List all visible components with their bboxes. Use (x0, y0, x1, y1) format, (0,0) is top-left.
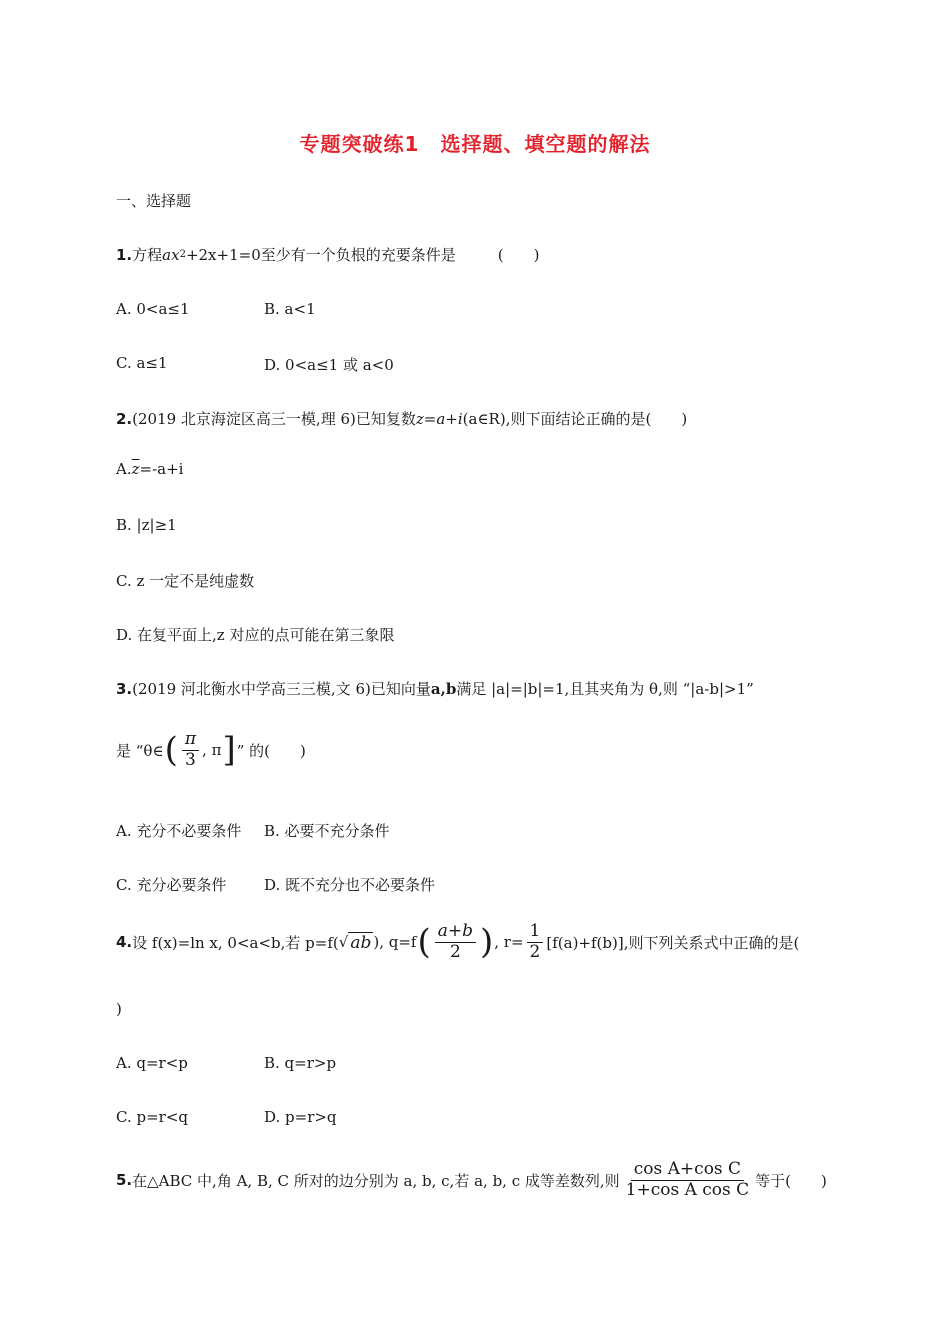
question-4-text-d: [f(a)+f(b)],则下列关系式中正确的是( (546, 933, 800, 952)
question-2-z-expr: z=a+i (415, 409, 463, 428)
question-4-text-b: ), q=f (373, 933, 417, 952)
question-1-option-d: D. 0<a≤1 或 a<0 (264, 356, 394, 374)
question-4-option-b: B. q=r>p (264, 1054, 337, 1072)
question-1-expr-b: +2x+1=0 (185, 245, 261, 264)
question-5-fraction (623, 1160, 753, 1200)
question-2-option-b: B. |z|≥1 (116, 516, 177, 534)
question-4-stem (116, 922, 799, 962)
question-2-option-a (116, 460, 183, 478)
question-4-option-c: C. p=r<q (116, 1108, 188, 1126)
question-4-fraction-2 (527, 922, 544, 962)
question-2-text-a: (2019 北京海淀区高三一模,理 6)已知复数 (132, 410, 416, 428)
question-4-fraction-1-denominator: 2 (449, 941, 461, 962)
question-3-option-c: C. 充分必要条件 (116, 876, 227, 894)
question-4-text-a: 设 f(x)=ln x, 0<a<b,若 p=f( (132, 933, 339, 952)
question-5-number: 5. (116, 1171, 133, 1190)
question-1-option-b: B. a<1 (264, 300, 316, 318)
question-1-expr-a: ax (162, 245, 180, 264)
question-4-sqrt (339, 932, 374, 953)
question-3-text-a: (2019 河北衡水中学高三三模,文 6)已知向量 (132, 680, 431, 698)
question-4-right-paren: ) (480, 922, 494, 963)
question-2-option-a-conjugate: $\overline{z}$ (131, 460, 140, 478)
question-4-number: 4. (116, 933, 133, 952)
question-5-fraction-denominator: 1+cos A cos C (625, 1179, 750, 1200)
question-4-fraction-1-numerator: a+b (435, 922, 476, 943)
question-3-fraction-numerator: π (182, 730, 199, 751)
question-1-answer-paren: ( ) (497, 246, 540, 264)
question-2-text-b: (a∈R),则下面结论正确的是( ) (462, 410, 688, 428)
question-5-text-b: 等于( ) (755, 1171, 827, 1190)
question-3-option-b: B. 必要不充分条件 (264, 822, 390, 840)
question-4-option-d: D. p=r>q (264, 1108, 337, 1126)
question-3-right-bracket: ] (222, 730, 236, 771)
question-3-stem (116, 678, 754, 699)
question-5-text-a: 在△ABC 中,角 A, B, C 所对的边分别为 a, b, c,若 a, b, c 成等差数列,则 (132, 1171, 620, 1190)
question-3-line2-post: ” 的( ) (236, 741, 306, 760)
question-2-stem (116, 408, 687, 429)
question-2-option-a-label: A. (116, 460, 132, 478)
question-4-sqrt-radicand: ab (350, 932, 372, 953)
question-2-option-c: C. z 一定不是纯虚数 (116, 572, 255, 590)
question-4-fraction-2-numerator: 1 (527, 922, 544, 943)
question-3-stem-line2 (116, 730, 306, 770)
question-2-number: 2. (116, 409, 133, 428)
question-3-number: 3. (116, 679, 133, 698)
question-3-left-paren: ( (164, 730, 178, 771)
question-5-fraction-numerator: cos A+cos C (631, 1160, 744, 1181)
question-3-vectors: a,b (430, 679, 457, 698)
question-3-line2-pre: 是 “θ∈ (116, 741, 164, 760)
question-4-text-c: , r= (494, 933, 524, 952)
section-heading: 一、选择题 (116, 192, 192, 210)
question-3-text-b: 满足 |a|=|b|=1,且其夹角为 θ,则 “|a-b|>1” (456, 680, 754, 698)
question-2-option-d: D. 在复平面上,z 对应的点可能在第三象限 (116, 626, 395, 644)
page-title: 专题突破练1 选择题、填空题的解法 (299, 132, 651, 156)
question-3-fraction (182, 730, 199, 770)
question-1-expr-sup: 2 (179, 249, 186, 260)
question-4-left-paren: ( (417, 922, 431, 963)
question-3-interval-mid: , π (202, 741, 222, 760)
question-4-fraction-2-denominator: 2 (529, 941, 541, 962)
question-4-fraction-1 (435, 922, 476, 962)
question-1-stem (116, 244, 539, 265)
question-3-option-a: A. 充分不必要条件 (116, 822, 242, 840)
question-1-option-c: C. a≤1 (116, 354, 168, 372)
radical-sign-icon: √ (338, 933, 349, 952)
question-1-number: 1. (116, 245, 133, 264)
question-3-option-d: D. 既不充分也不必要条件 (264, 876, 436, 894)
question-1-text-b: 至少有一个负根的充要条件是 (260, 246, 456, 264)
question-4-close-paren: ) (116, 1000, 122, 1018)
question-3-fraction-denominator: 3 (185, 749, 196, 770)
question-1-text-a: 方程 (132, 246, 163, 264)
question-5-stem (116, 1160, 827, 1200)
question-4-option-a: A. q=r<p (116, 1054, 188, 1072)
question-2-option-a-rest: =-a+i (139, 460, 184, 478)
question-1-option-a: A. 0<a≤1 (116, 300, 190, 318)
